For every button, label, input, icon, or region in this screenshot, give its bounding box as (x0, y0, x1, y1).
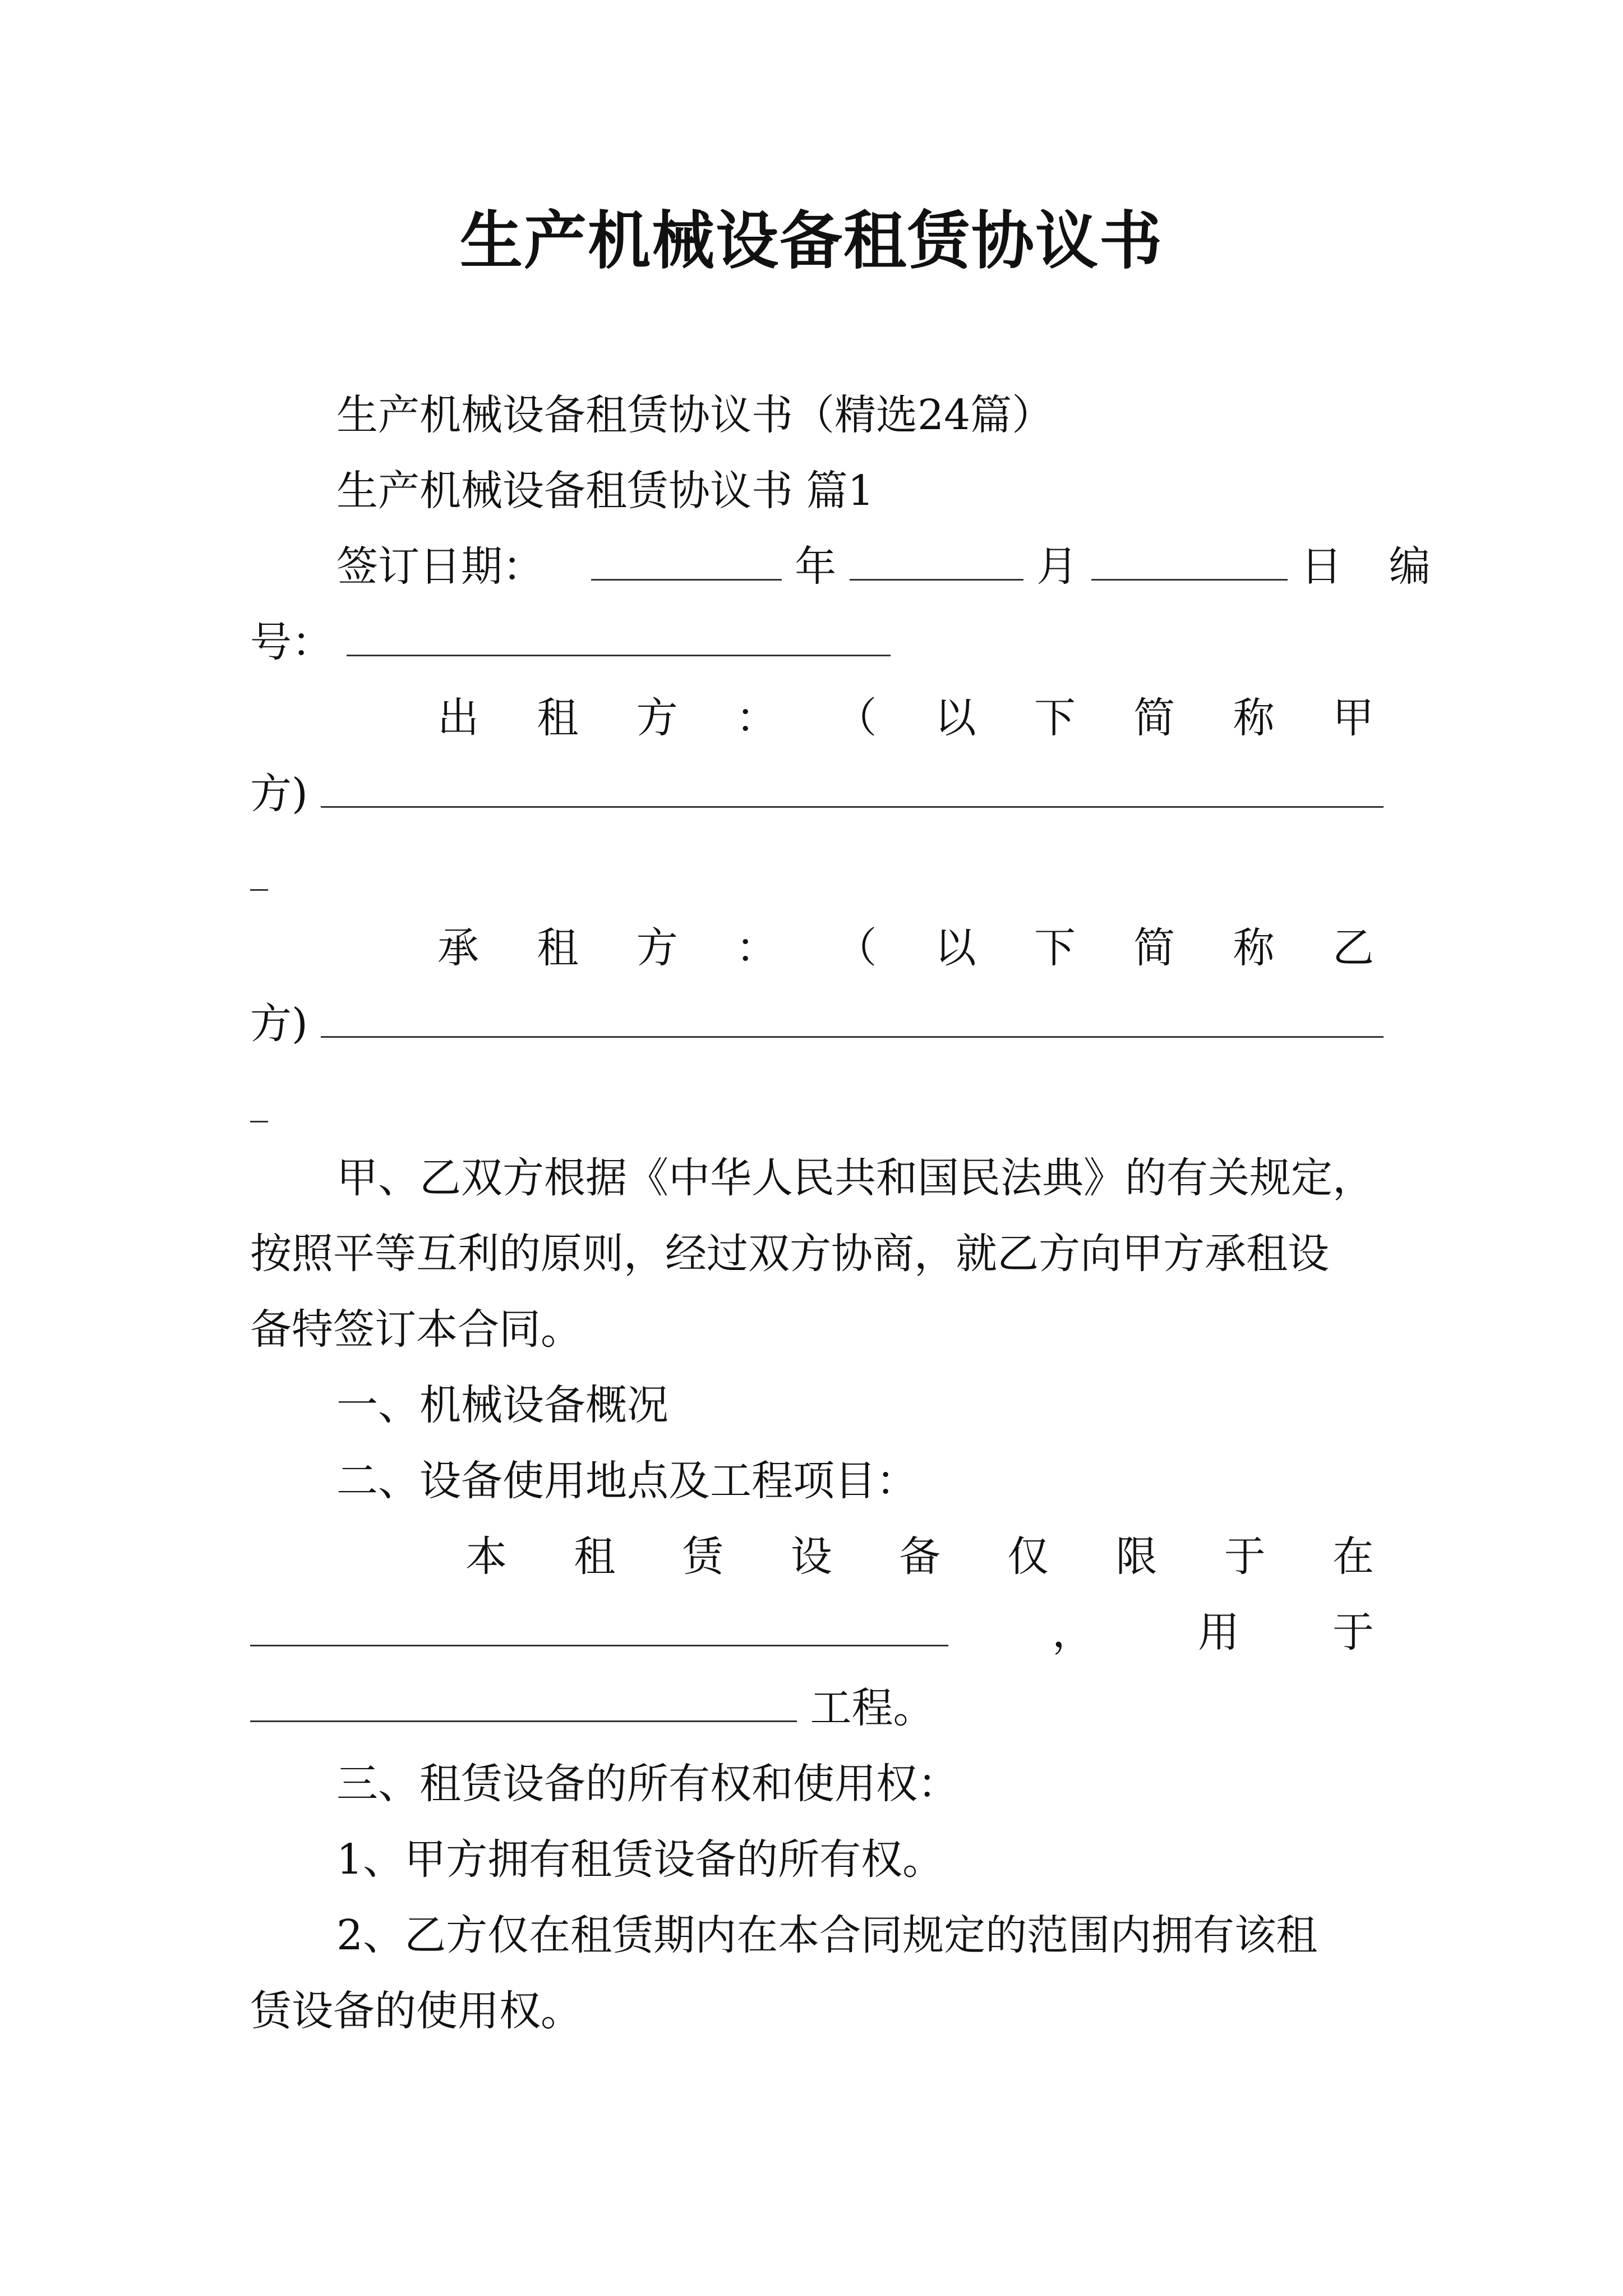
limit-char: 租 (574, 1533, 616, 1581)
number-blank (347, 615, 891, 656)
month-label: 月 (1036, 542, 1078, 591)
lessor-char: 以 (934, 694, 976, 742)
lessee-end: 方) (250, 1000, 308, 1048)
section-heading: 生产机械设备租赁协议书 篇1 (336, 467, 874, 515)
lessor-end: 方) (250, 770, 308, 818)
project-row (250, 1680, 1372, 1736)
project-label: 工程。 (810, 1684, 935, 1732)
lessor-char: （ (835, 694, 877, 742)
day-label: 日 (1301, 542, 1343, 591)
item-2-line: 赁设备的使用权。 (250, 1987, 582, 2035)
lessor-char: ： (735, 694, 777, 742)
lessor-fill-row (250, 766, 1372, 822)
use-char: 于 (1332, 1608, 1374, 1657)
project-blank (250, 1681, 797, 1722)
para1-line: 按照平等互利的原则，经过双方协商，就乙方向甲方承租设 (250, 1230, 1329, 1278)
document-title: 生产机械设备租赁协议书 (460, 204, 1163, 278)
para1-line: 甲、乙双方根据《中华人民共和国民法典》的有关规定， (336, 1154, 1374, 1202)
lessee-char: 乙 (1332, 924, 1374, 972)
lessee-char: 方 (636, 924, 678, 972)
lessor-char: 甲 (1332, 694, 1374, 742)
lessee-dash (250, 1121, 268, 1122)
lessee-char: 下 (1034, 924, 1076, 972)
lessee-blank (321, 997, 1384, 1038)
number-label-b: 号： (250, 618, 333, 666)
day-blank (1091, 540, 1288, 581)
lessor-char: 方 (636, 694, 678, 742)
year-label: 年 (795, 542, 837, 591)
lessor-char: 称 (1233, 694, 1275, 742)
use-char: 用 (1198, 1608, 1239, 1657)
number-label-a: 编 (1389, 542, 1431, 591)
limit-char: 设 (790, 1533, 832, 1581)
lessee-row (437, 920, 1374, 976)
lessee-char: 简 (1133, 924, 1175, 972)
section-1-heading: 一、机械设备概况 (336, 1381, 668, 1429)
limit-char: 于 (1224, 1533, 1266, 1581)
lessee-char: 以 (934, 924, 976, 972)
lessor-char: 下 (1034, 694, 1076, 742)
sign-date-label: 签订日期： (336, 542, 544, 591)
lessee-char: （ (835, 924, 877, 972)
month-blank (850, 540, 1023, 581)
subtitle: 生产机械设备租赁协议书（精选24篇） (336, 391, 1054, 439)
lessee-char: 承 (437, 924, 479, 972)
lessee-char: ： (735, 924, 777, 972)
limit-char: 本 (465, 1533, 507, 1581)
number-row (250, 614, 1372, 670)
section-2-heading: 二、设备使用地点及工程项目： (336, 1457, 917, 1505)
para1-line: 备特签订本合同。 (250, 1305, 582, 1354)
lessee-char: 租 (537, 924, 579, 972)
location-row (250, 1604, 1375, 1660)
limit-char: 限 (1115, 1533, 1158, 1581)
lessor-char: 简 (1133, 694, 1175, 742)
item-1: 1、甲方拥有租赁设备的所有权。 (336, 1835, 944, 1884)
lessor-row (437, 690, 1374, 746)
sign-date-row (336, 539, 1431, 595)
lessor-char: 出 (437, 694, 479, 742)
section-3-heading: 三、租赁设备的所有权和使用权： (336, 1760, 959, 1808)
limit-char: 仅 (1007, 1533, 1049, 1581)
location-blank (250, 1605, 948, 1646)
limit-row (465, 1529, 1374, 1585)
item-2-line: 2、乙方仅在租赁期内在本合同规定的范围内拥有该租 (336, 1911, 1318, 1959)
year-blank (591, 540, 782, 581)
limit-char: 在 (1332, 1533, 1374, 1581)
lessor-char: 租 (537, 694, 579, 742)
limit-char: 赁 (682, 1533, 724, 1581)
lessor-dash (250, 889, 268, 891)
lessor-blank (321, 767, 1384, 808)
lessee-char: 称 (1233, 924, 1275, 972)
location-comma: ， (1052, 1608, 1094, 1657)
lessee-fill-row (250, 996, 1372, 1052)
limit-char: 备 (899, 1533, 940, 1581)
